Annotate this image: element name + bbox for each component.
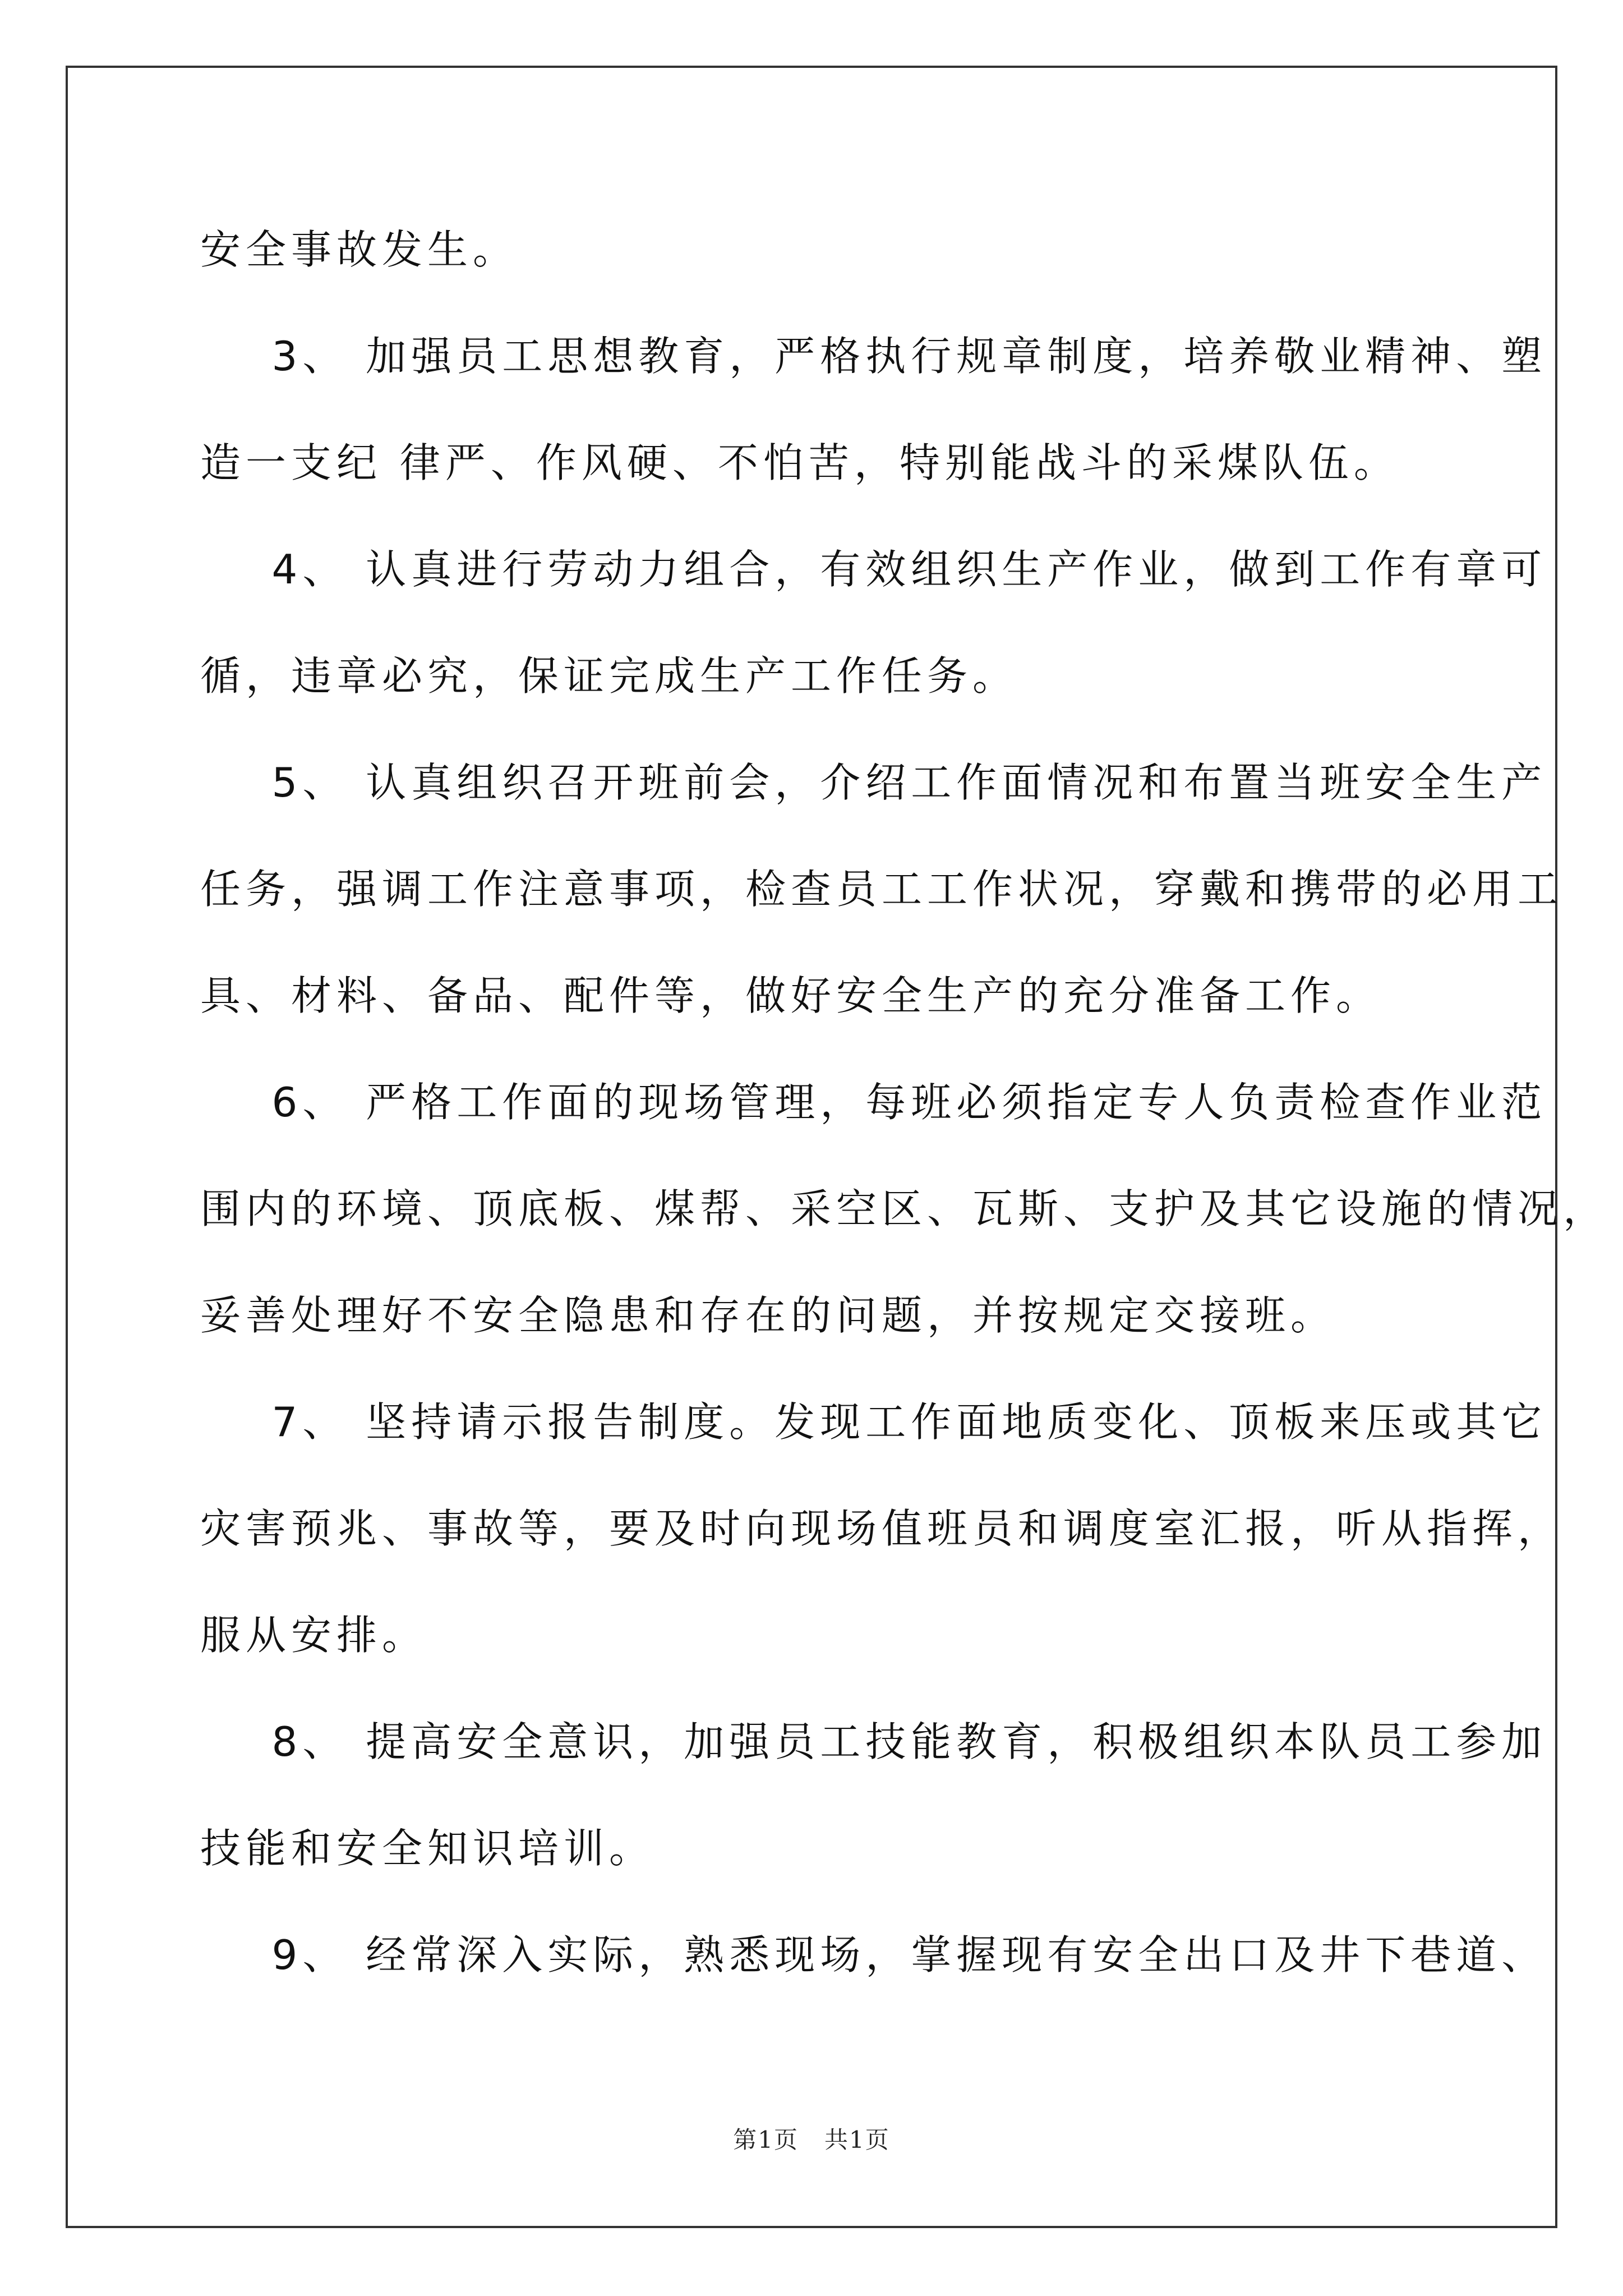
text-line: 安全事故发生。 — [200, 226, 519, 273]
text-line: 7、 坚持请示报告制度。发现工作面地质变化、顶板来压或其它 — [200, 1398, 1547, 1446]
text-line: 造一支纪 律严、作风硬、不怕苦，特别能战斗的采煤队伍。 — [200, 439, 1399, 486]
text-line: 循，违章必究，保证完成生产工作任务。 — [200, 652, 1018, 700]
document-body — [200, 196, 1609, 2008]
page-number-footer: 第1页 共1页 — [733, 2126, 890, 2154]
text-line: 妥善处理好不安全隐患和存在的问题，并按规定交接班。 — [200, 1292, 1336, 1339]
text-line: 具、材料、备品、配件等，做好安全生产的充分准备工作。 — [200, 972, 1382, 1019]
text-line: 任务，强调工作注意事项，检查员工工作状况，穿戴和携带的必用工 — [200, 866, 1564, 913]
text-line: 6、 严格工作面的现场管理，每班必须指定专人负责检查作业范 — [200, 1079, 1547, 1126]
text-line: 3、 加强员工思想教育，严格执行规章制度，培养敬业精神、塑 — [200, 333, 1547, 380]
text-line: 技能和安全知识培训。 — [200, 1825, 655, 1872]
text-line: 8、 提高安全意识，加强员工技能教育，积极组织本队员工参加 — [200, 1718, 1547, 1765]
text-line: 灾害预兆、事故等，要及时向现场值班员和调度室汇报，听从指挥， — [200, 1505, 1564, 1552]
text-line: 9、 经常深入实际，熟悉现场，掌握现有安全出口及井下巷道、 — [200, 1931, 1547, 1978]
text-line: 服从安排。 — [200, 1612, 428, 1659]
text-line: 围内的环境、顶底板、煤帮、采空区、瓦斯、支护及其它设施的情况， — [200, 1185, 1609, 1232]
text-line: 4、 认真进行劳动力组合，有效组织生产作业，做到工作有章可 — [200, 546, 1547, 593]
text-line: 5、 认真组织召开班前会，介绍工作面情况和布置当班安全生产 — [200, 759, 1547, 806]
